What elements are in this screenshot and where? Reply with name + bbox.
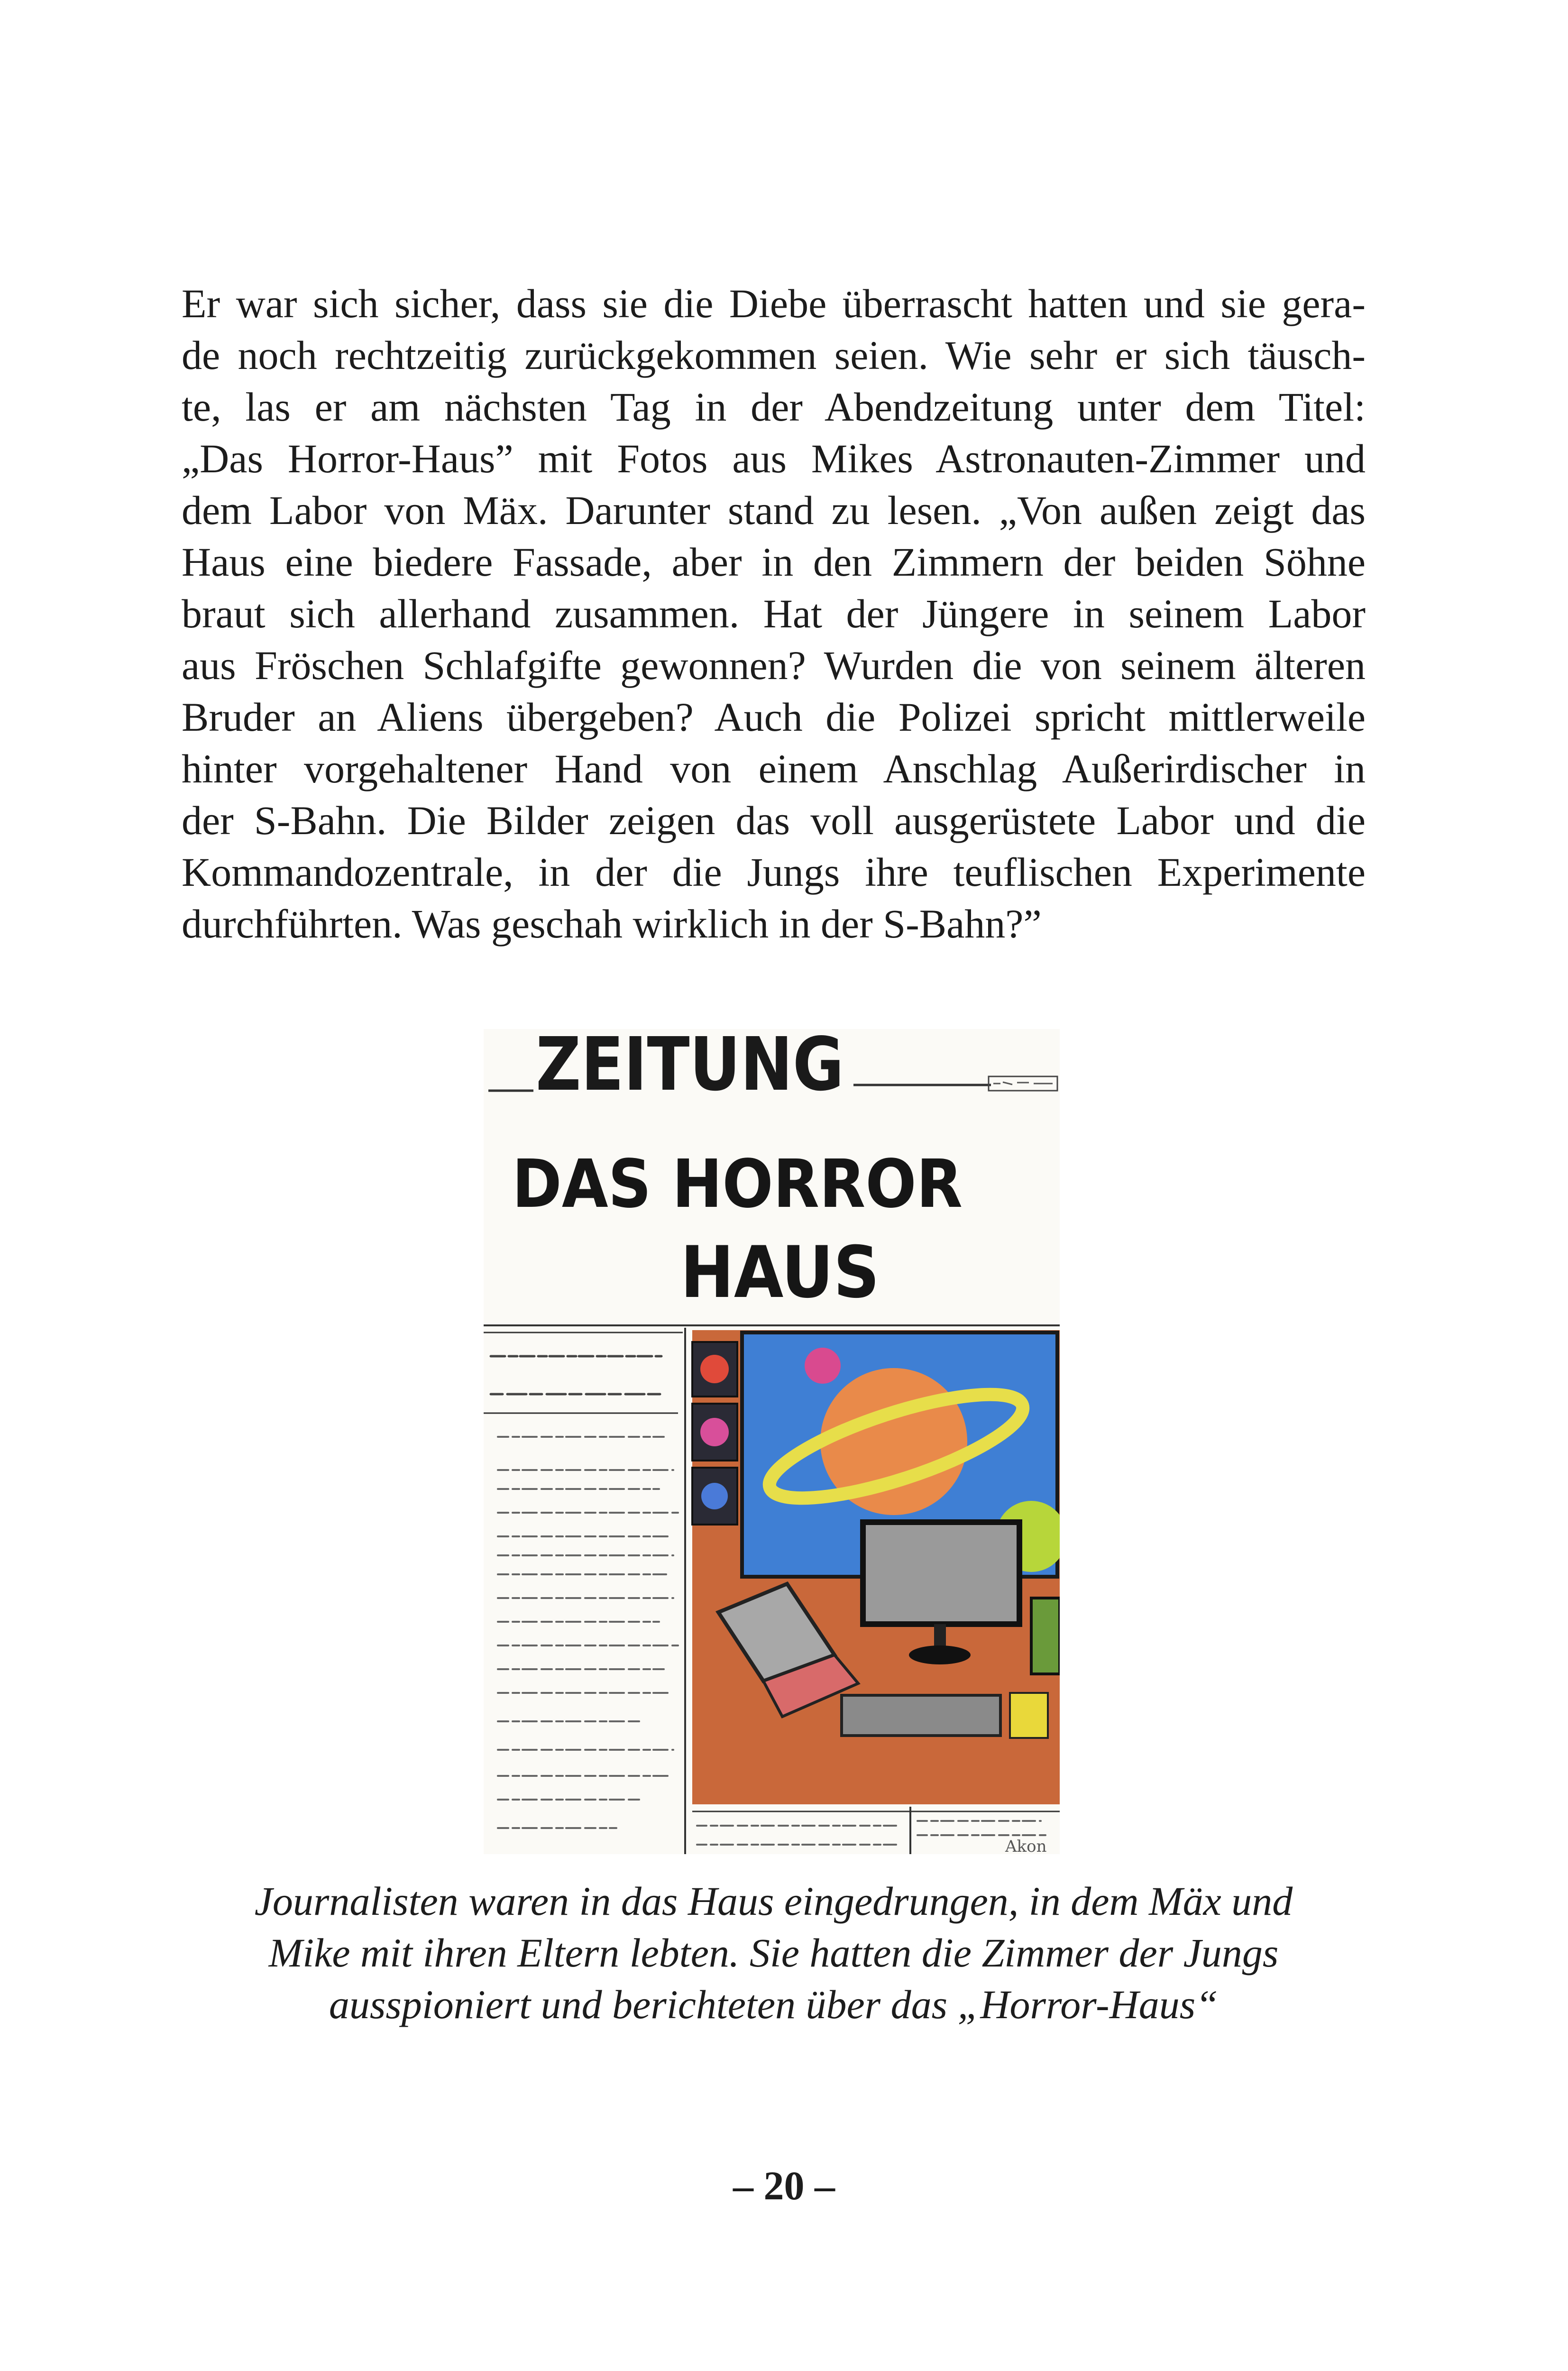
caption-line: ausspioniert und berichteten über das „Horror-Haus“ [329,1982,1219,2027]
body-line: te, las er am nächsten Tag in der Abendzeitung unter dem Titel: [182,384,1366,430]
body-line: „Das Horror-Haus” mit Fotos aus Mikes Astronauten-Zimmer und [182,436,1366,481]
newspaper-illustration [484,1029,1060,1854]
body-line: Er war sich sicher, dass sie die Diebe überrascht hatten und sie gera- [182,281,1366,326]
headline-line1: DAS HORROR [512,1146,963,1223]
body-line: hinter vorgehaltener Hand von einem Anschlag Außerirdischer in [182,746,1366,791]
headline-line2: HAUS [680,1231,880,1314]
caption-line: Journalisten waren in das Haus eingedrungen, in dem Mäx und [254,1878,1293,1924]
masthead-text: ZEITUNG [536,1029,844,1107]
body-line: aus Fröschen Schlafgifte gewonnen? Wurden die von seinem älteren [182,643,1366,688]
body-line: Haus eine biedere Fassade, aber in den Zimmern der beiden Söhne [182,539,1366,585]
body-line: de noch rechtzeitig zurückgekommen seien. Wie sehr er sich täusch- [182,332,1366,378]
body-line: dem Labor von Mäx. Darunter stand zu lesen. „Von außen zeigt das [182,487,1366,533]
page-number: – 20 – [733,2163,835,2208]
body-line: Bruder an Aliens übergeben? Auch die Polizei spricht mittlerweile [182,694,1366,740]
body-line: braut sich allerhand zusammen. Hat der Jüngere in seinem Labor [182,591,1366,636]
body-text [182,278,1366,950]
figure-caption [182,1875,1366,2031]
body-line: Kommandozentrale, in der die Jungs ihre teuflischen Experimente [182,849,1366,895]
body-line: durchführten. Was geschah wirklich in der S-Bahn?” [182,901,1042,947]
body-line: der S-Bahn. Die Bilder zeigen das voll ausgerüstete Labor und die [182,798,1366,843]
signature-text: Akon [1005,1837,1047,1854]
caption-line: Mike mit ihren Eltern lebten. Sie hatten die Zimmer der Jungs [268,1930,1279,1976]
